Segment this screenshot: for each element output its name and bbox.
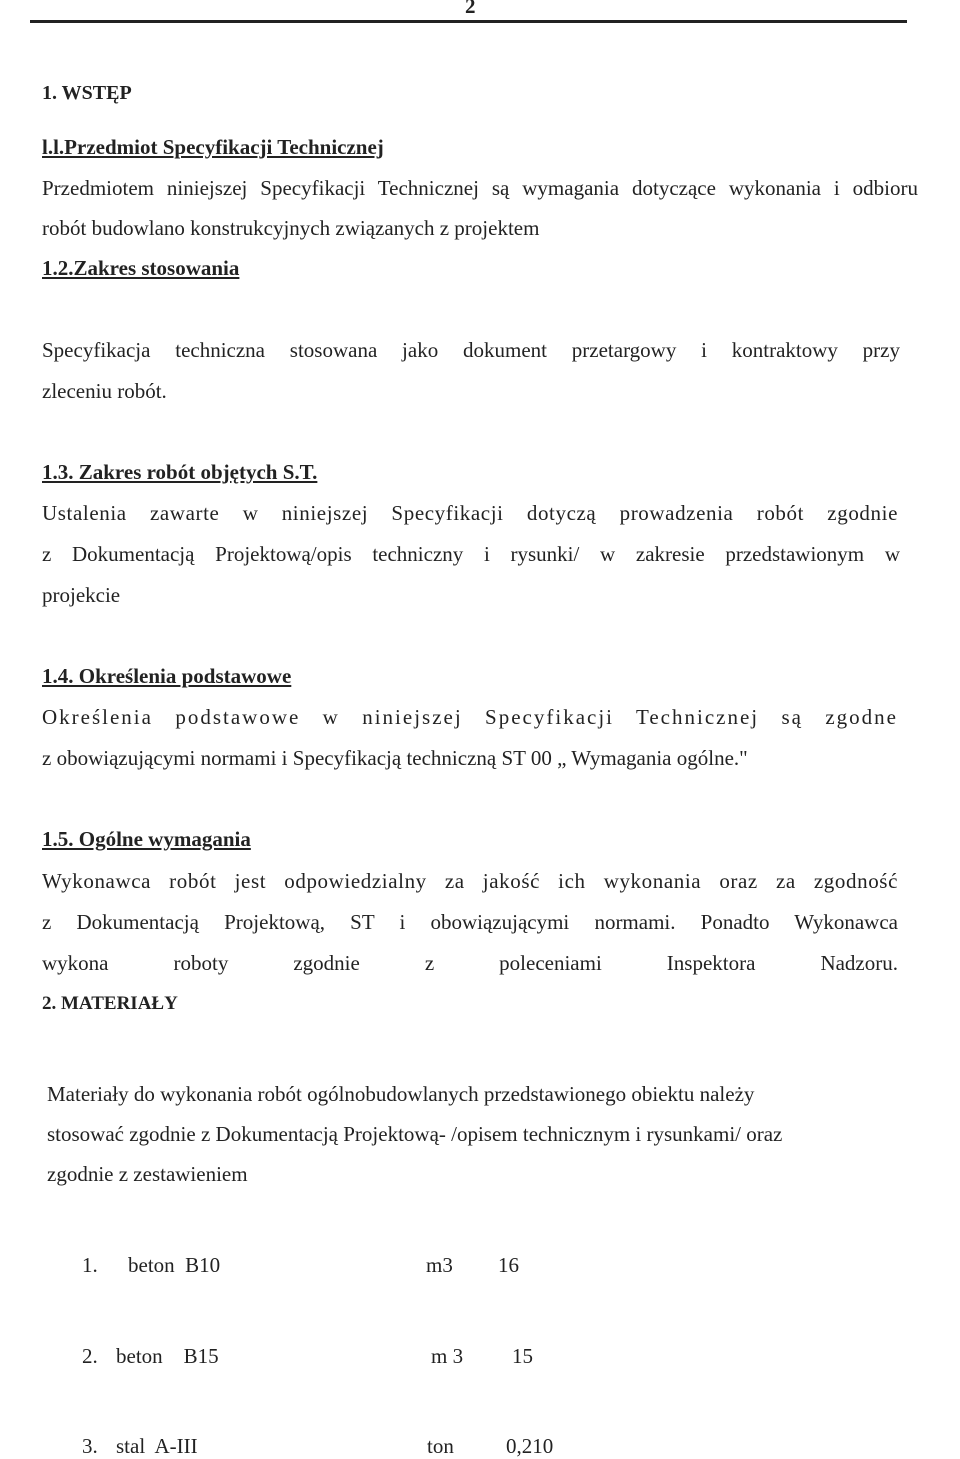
paragraph-1-5-line3: wykona roboty zgodnie z poleceniami Inspektora Nadzoru. <box>42 951 898 975</box>
list-item-qty: 15 <box>512 1344 533 1368</box>
heading-1-4: 1.4. Określenia podstawowe <box>42 664 292 688</box>
paragraph-materialy-line2: stosować zgodnie z Dokumentacją Projektową- /opisem technicznym i rysunkami/ oraz <box>47 1122 783 1146</box>
paragraph-1-3-line1: Ustalenia zawarte w niniejszej Specyfikacji dotyczą prowadzenia robót zgodnie <box>42 501 898 525</box>
heading-1-3: 1.3. Zakres robót objętych S.T. <box>42 460 318 484</box>
page-number: 2 <box>465 0 476 18</box>
list-item-name: beton B10 <box>128 1253 221 1277</box>
paragraph-1-2-line2: zleceniu robót. <box>42 379 167 403</box>
paragraph-1-5-line1: Wykonawca robót jest odpowiedzialny za jakość ich wykonania oraz za zgodność <box>42 869 898 893</box>
heading-wstep: 1. WSTĘP <box>42 82 132 104</box>
list-item-name: beton B15 <box>116 1344 219 1368</box>
list-item-num: 2. <box>82 1344 98 1368</box>
paragraph-1-2-line1: Specyfikacja techniczna stosowana jako dokument przetargowy i kontraktowy przy <box>42 338 900 362</box>
paragraph-1-5-line2: z Dokumentacją Projektową, ST i obowiązującymi normami. Ponadto Wykonawca <box>42 910 898 934</box>
heading-1-2: 1.2.Zakres stosowania <box>42 256 240 280</box>
list-item-num: 1. <box>82 1253 98 1277</box>
paragraph-materialy-line3: zgodnie z zestawieniem <box>47 1162 248 1186</box>
paragraph-1-1-line2: robót budowlano konstrukcyjnych związanych z projektem <box>42 216 540 240</box>
paragraph-1-4-line2: z obowiązującymi normami i Specyfikacją techniczną ST 00 „ Wymagania ogólne." <box>42 746 748 770</box>
paragraph-1-4-line1: Określenia podstawowe w niniejszej Specyfikacji Technicznej są zgodne <box>42 705 898 729</box>
heading-1-1: l.l.Przedmiot Specyfikacji Technicznej <box>42 135 384 159</box>
heading-1-5: 1.5. Ogólne wymagania <box>42 827 251 851</box>
list-item-qty: 0,210 <box>506 1434 554 1458</box>
list-item-num: 3. <box>82 1434 98 1458</box>
header-rule <box>30 20 907 23</box>
list-item-unit: m 3 <box>431 1344 464 1368</box>
paragraph-1-1-line1: Przedmiotem niniejszej Specyfikacji Technicznej są wymagania dotyczące wykonania i odbioru <box>42 176 918 200</box>
list-item-unit: m3 <box>426 1253 453 1277</box>
list-item-name: stal A-III <box>116 1434 198 1458</box>
paragraph-materialy-line1: Materiały do wykonania robót ogólnobudowlanych przedstawionego obiektu należy <box>47 1082 755 1106</box>
list-item-unit: ton <box>427 1434 454 1458</box>
heading-materialy: 2. MATERIAŁY <box>42 993 178 1014</box>
list-item-qty: 16 <box>498 1253 519 1277</box>
paragraph-1-3-line2: z Dokumentacją Projektową/opis techniczny i rysunki/ w zakresie przedstawionym w <box>42 542 900 566</box>
paragraph-1-3-line3: projekcie <box>42 583 121 607</box>
